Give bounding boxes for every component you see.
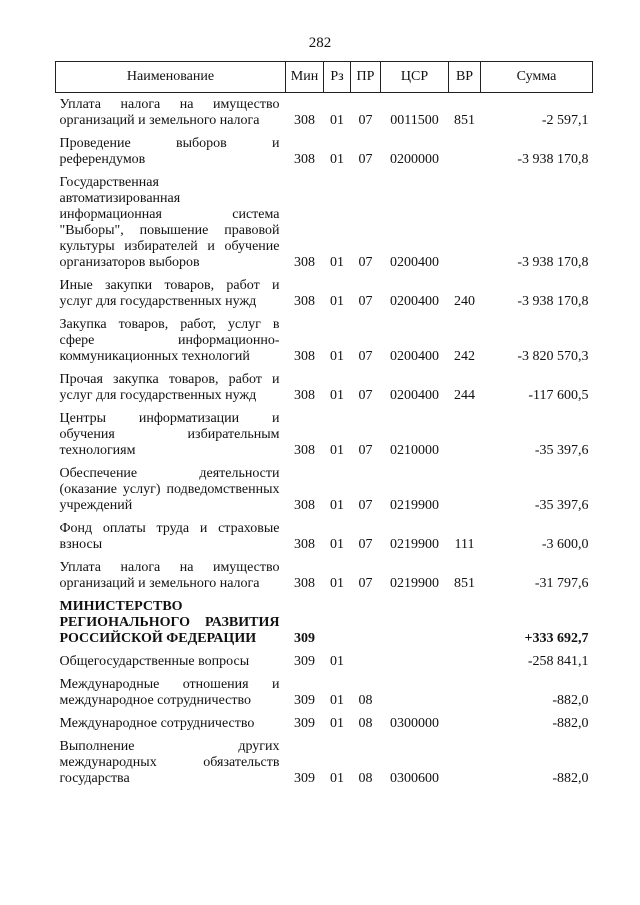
row-min: 308 xyxy=(294,294,315,309)
table-row-ministry xyxy=(56,595,593,650)
row-min: 309 xyxy=(294,693,315,708)
row-pr: 07 xyxy=(358,255,373,270)
row-min: 309 xyxy=(294,716,315,731)
row-csr xyxy=(381,595,449,650)
row-min: 308 xyxy=(294,537,315,552)
row-vr xyxy=(449,673,481,712)
column-header-rz: Рз xyxy=(324,62,351,93)
row-rz: 01 xyxy=(330,654,344,669)
row-csr: 0011500 xyxy=(390,113,439,128)
row-min: 308 xyxy=(294,113,315,128)
row-pr: 08 xyxy=(358,693,373,708)
row-pr: 07 xyxy=(358,294,373,309)
row-vr xyxy=(449,171,481,274)
row-min: 309 xyxy=(294,771,315,786)
table-row xyxy=(56,556,593,595)
row-vr xyxy=(449,462,481,517)
row-pr: 07 xyxy=(358,537,373,552)
row-name: Международное сотрудничество xyxy=(59,716,255,731)
row-sum: -882,0 xyxy=(552,771,589,786)
row-csr xyxy=(381,673,449,712)
row-rz: 01 xyxy=(330,716,344,731)
row-pr: 07 xyxy=(358,388,373,403)
row-pr: 07 xyxy=(358,349,373,364)
row-csr: 0300000 xyxy=(390,716,439,731)
row-rz: 01 xyxy=(330,388,344,403)
row-rz: 01 xyxy=(330,152,344,167)
row-rz: 01 xyxy=(330,255,344,270)
row-min: 308 xyxy=(294,349,315,364)
row-vr: 111 xyxy=(454,537,475,552)
row-min: 308 xyxy=(294,388,315,403)
row-name: Государственная автоматизированная информационная система "Выборы", повышение правовой культуры избирателей и обучение организаторов выборов xyxy=(59,175,280,270)
table-row xyxy=(56,93,593,133)
row-pr: 07 xyxy=(358,443,373,458)
table-row xyxy=(56,132,593,171)
row-csr: 0219900 xyxy=(390,498,439,513)
row-sum: -3 600,0 xyxy=(541,537,589,552)
row-pr xyxy=(351,595,381,650)
row-name: Выполнение других международных обязательств государства xyxy=(59,739,280,786)
table-row xyxy=(56,462,593,517)
budget-table xyxy=(55,61,593,790)
header-row xyxy=(56,62,593,93)
column-header-csr: ЦСР xyxy=(381,62,449,93)
row-vr xyxy=(449,407,481,462)
row-pr xyxy=(351,650,381,673)
row-min: 309 xyxy=(294,631,315,646)
row-sum: -882,0 xyxy=(552,693,589,708)
row-name: Уплата налога на имущество организаций и земельного налога xyxy=(59,560,280,591)
row-pr: 07 xyxy=(358,113,373,128)
row-csr: 0200400 xyxy=(390,349,439,364)
row-rz: 01 xyxy=(330,576,344,591)
row-sum: -3 938 170,8 xyxy=(517,294,589,309)
row-vr: 244 xyxy=(454,388,475,403)
row-rz: 01 xyxy=(330,771,344,786)
row-name: Иные закупки товаров, работ и услуг для государственных нужд xyxy=(59,278,280,309)
row-vr xyxy=(449,735,481,790)
table-row xyxy=(56,368,593,407)
row-csr xyxy=(381,650,449,673)
row-rz: 01 xyxy=(330,498,344,513)
row-csr: 0219900 xyxy=(390,576,439,591)
row-sum: -3 820 570,3 xyxy=(517,349,589,364)
row-rz: 01 xyxy=(330,349,344,364)
row-rz: 01 xyxy=(330,537,344,552)
row-pr: 08 xyxy=(358,771,373,786)
row-min: 308 xyxy=(294,255,315,270)
row-name: Общегосударственные вопросы xyxy=(59,654,250,669)
row-name: Международные отношения и международное сотрудничество xyxy=(59,677,280,708)
row-rz: 01 xyxy=(330,443,344,458)
row-rz xyxy=(324,595,351,650)
page-number: 282 xyxy=(308,35,332,51)
row-vr: 240 xyxy=(454,294,475,309)
row-sum: -3 938 170,8 xyxy=(517,152,589,167)
row-name: Закупка товаров, работ, услуг в сфере информационно-коммуникационных технологий xyxy=(59,317,280,364)
table-row xyxy=(56,171,593,274)
row-vr: 851 xyxy=(454,576,475,591)
row-name: Уплата налога на имущество организаций и земельного налога xyxy=(59,97,280,128)
row-name: Центры информатизации и обучения избирательным технологиям xyxy=(59,411,280,458)
table-row xyxy=(56,712,593,735)
row-pr: 07 xyxy=(358,576,373,591)
table-body xyxy=(56,93,593,791)
row-sum: -35 397,6 xyxy=(534,498,589,513)
table-row xyxy=(56,673,593,712)
row-csr: 0200400 xyxy=(390,255,439,270)
row-rz: 01 xyxy=(330,693,344,708)
row-sum: -3 938 170,8 xyxy=(517,255,589,270)
table-row xyxy=(56,735,593,790)
row-csr: 0200400 xyxy=(390,294,439,309)
table-row xyxy=(56,274,593,313)
row-vr: 851 xyxy=(454,113,475,128)
row-csr: 0300600 xyxy=(390,771,439,786)
row-sum: +333 692,7 xyxy=(524,631,589,646)
row-pr: 07 xyxy=(358,152,373,167)
table-row xyxy=(56,407,593,462)
row-sum: -35 397,6 xyxy=(534,443,589,458)
column-header-pr: ПР xyxy=(351,62,381,93)
row-pr: 08 xyxy=(358,716,373,731)
row-vr: 242 xyxy=(454,349,475,364)
table-header xyxy=(56,62,593,93)
row-sum: -31 797,6 xyxy=(534,576,589,591)
row-rz: 01 xyxy=(330,113,344,128)
row-vr xyxy=(449,132,481,171)
row-min: 309 xyxy=(294,654,315,669)
row-vr xyxy=(449,712,481,735)
row-min: 308 xyxy=(294,443,315,458)
row-csr: 0200400 xyxy=(390,388,439,403)
column-header-vr: ВР xyxy=(449,62,481,93)
row-csr: 0219900 xyxy=(390,537,439,552)
row-name: Фонд оплаты труда и страховые взносы xyxy=(59,521,280,552)
table-row xyxy=(56,517,593,556)
table-row xyxy=(56,313,593,368)
row-vr xyxy=(449,650,481,673)
row-name: Проведение выборов и референдумов xyxy=(59,136,280,167)
row-min: 308 xyxy=(294,152,315,167)
row-vr xyxy=(449,595,481,650)
row-sum: -882,0 xyxy=(552,716,589,731)
row-sum: -117 600,5 xyxy=(528,388,589,403)
row-min: 308 xyxy=(294,498,315,513)
row-sum: -258 841,1 xyxy=(527,654,589,669)
row-name: Обеспечение деятельности (оказание услуг) подведомственных учреждений xyxy=(59,466,280,513)
row-name: Прочая закупка товаров, работ и услуг для государственных нужд xyxy=(59,372,280,403)
row-name: МИНИСТЕРСТВО РЕГИОНАЛЬНОГО РАЗВИТИЯ РОССИЙСКОЙ ФЕДЕРАЦИИ xyxy=(59,599,280,646)
row-rz: 01 xyxy=(330,294,344,309)
row-csr: 0210000 xyxy=(390,443,439,458)
column-header-name: Наименование xyxy=(56,62,286,93)
row-csr: 0200000 xyxy=(390,152,439,167)
column-header-min: Мин xyxy=(286,62,324,93)
row-pr: 07 xyxy=(358,498,373,513)
row-min: 308 xyxy=(294,576,315,591)
column-header-sum: Сумма xyxy=(481,62,593,93)
table-row xyxy=(56,650,593,673)
row-sum: -2 597,1 xyxy=(541,113,589,128)
